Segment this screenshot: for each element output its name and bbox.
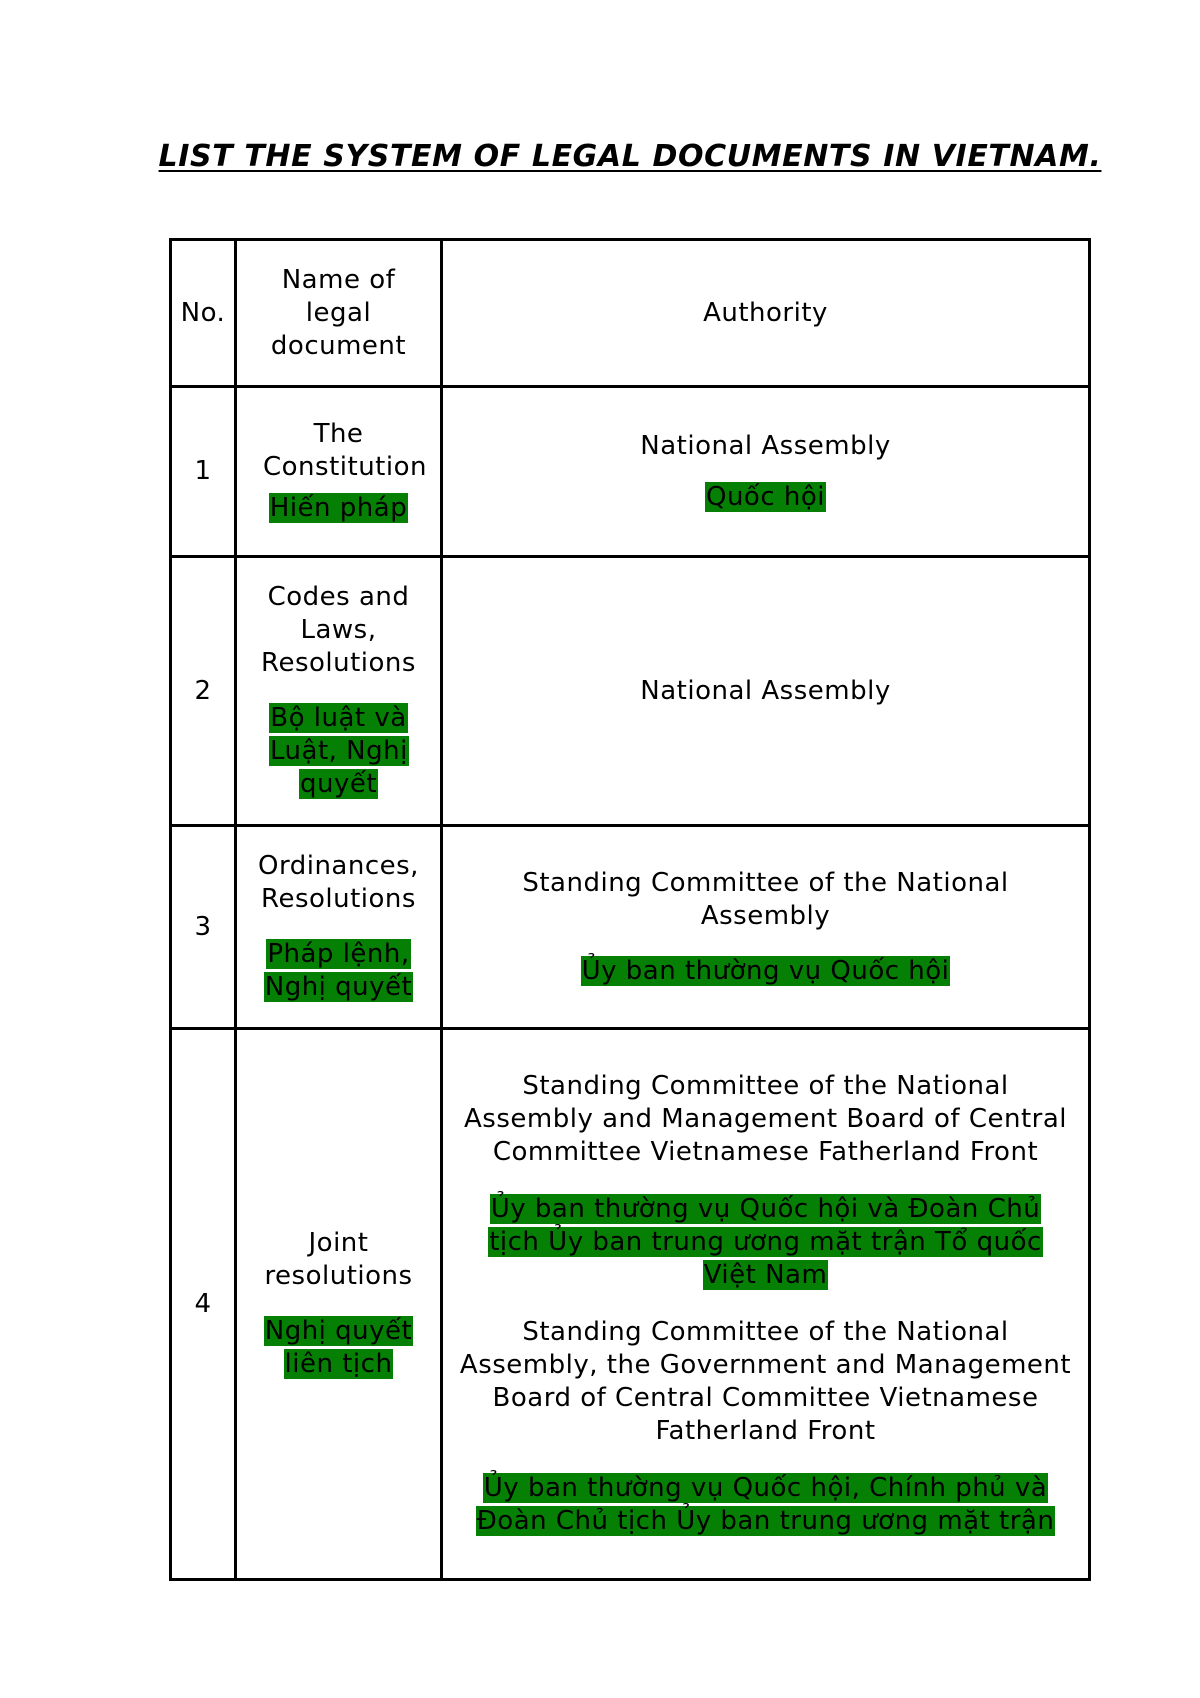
document-name-cell (236, 1029, 442, 1580)
table-row (171, 1029, 1090, 1580)
document-name-cell (236, 826, 442, 1029)
document-name-vi: Bộ luật và Luật, Nghị quyết (270, 703, 408, 799)
row-number: 4 (171, 1029, 236, 1580)
header-name: Name of legal document (236, 240, 442, 387)
authority-vi: Ủy ban thường vụ Quốc hội, Chính phủ và Đoàn Chủ tịch Ủy ban trung ương mặt trận (476, 1473, 1055, 1536)
document-name-vi: Hiến pháp (269, 493, 408, 523)
authority-vi: Ủy ban thường vụ Quốc hội và Đoàn Chủ tịch Ủy ban trung ương mặt trận Tổ quốc Việt Nam (489, 1194, 1042, 1290)
authority-cell (442, 826, 1090, 1029)
row-number: 1 (171, 387, 236, 557)
document-name-vi: Nghị quyết liên tịch (264, 1316, 413, 1379)
authority-vi: Ủy ban thường vụ Quốc hội (581, 955, 950, 986)
document-name-vi: Pháp lệnh, Nghị quyết (264, 939, 413, 1002)
document-name-en: Joint resolutions (264, 1228, 413, 1291)
table-row (171, 826, 1090, 1029)
authority-en: Standing Committee of the National Assembly and Management Board of Central Committee Vietnamese Fatherland Front (464, 1071, 1067, 1167)
row-number: 2 (171, 557, 236, 826)
authority-cell (442, 1029, 1090, 1580)
document-name-en: Codes and Laws, Resolutions (261, 582, 416, 678)
authority-en: Standing Committee of the National Assembly, the Government and Management Board of Central Committee Vietnamese Fatherland Front (459, 1317, 1072, 1446)
authority-en: National Assembly (640, 675, 891, 706)
table-header-row (171, 240, 1090, 387)
row-number: 3 (171, 826, 236, 1029)
authority-vi: Quốc hội (705, 481, 826, 512)
authority-en: Standing Committee of the National Assembly (522, 867, 1009, 931)
legal-documents-table (169, 238, 1091, 1581)
table-row (171, 557, 1090, 826)
header-no: No. (171, 240, 236, 387)
document-name-cell (236, 387, 442, 557)
document-name-cell (236, 557, 442, 826)
table-row (171, 387, 1090, 557)
page-title: LIST THE SYSTEM OF LEGAL DOCUMENTS IN VIETNAM. (158, 139, 1102, 174)
header-authority: Authority (442, 240, 1090, 387)
document-name-en: The Constitution (263, 419, 427, 482)
authority-cell (442, 557, 1090, 826)
authority-cell (442, 387, 1090, 557)
authority-en: National Assembly (640, 430, 891, 461)
document-name-en: Ordinances, Resolutions (258, 851, 419, 914)
